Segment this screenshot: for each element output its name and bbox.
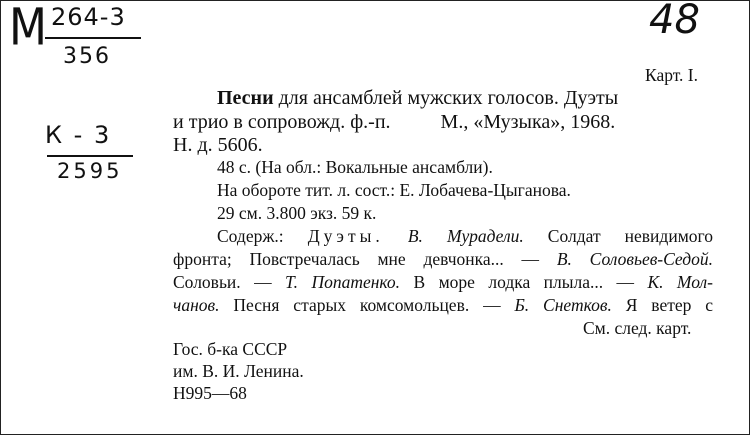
- contents-song-4: В море лодка плыла... —: [413, 272, 635, 292]
- contents-duets: Дуэты.: [307, 226, 384, 246]
- contents-song-3: Соловьи. —: [173, 272, 272, 292]
- handwritten-shelf-top: 264-3: [51, 3, 126, 31]
- handwritten-k-bottom: 2595: [57, 159, 123, 183]
- contents-line-3: [173, 272, 713, 292]
- composer-molchanov-part: К. Мол-: [647, 272, 714, 292]
- pages-line: 48 с. (На обл.: Вокальные ансамбли).: [217, 157, 493, 177]
- handwritten-k-top: К - 3: [45, 121, 112, 149]
- library-line-1: Гос. б-ка СССР: [173, 339, 288, 359]
- continued-note: См. след. карт.: [583, 318, 692, 338]
- handwritten-m-mark: M: [9, 0, 47, 58]
- publisher-number: Н. д. 5606.: [173, 134, 263, 156]
- composer-soloviev-sedoi: В. Соловьев-Седой.: [556, 249, 713, 269]
- contents-song-2: фронта; Повстречалась мне девчонка... —: [173, 249, 540, 269]
- contents-song-5: Песня старых комсомольцев. —: [233, 295, 501, 315]
- library-line-3: Н995—68: [173, 383, 247, 403]
- library-line-2: им. В. И. Ленина.: [173, 361, 304, 381]
- contents-line-2: [173, 249, 713, 269]
- composer-molchanov-end: чанов.: [173, 295, 220, 315]
- title-line-2b: М., «Музыка», 1968.: [440, 111, 616, 133]
- title-line-2a: и трио в сопровожд. ф.-п.: [173, 111, 391, 133]
- title-line-2: [173, 111, 615, 134]
- contents-label: Содерж.:: [217, 226, 284, 246]
- shelf-fraction-line: [45, 37, 141, 39]
- title-line: [217, 87, 618, 110]
- title-rest: для ансамблей мужских голосов. Дуэты: [278, 87, 619, 109]
- k-fraction-line: [47, 155, 133, 157]
- compiler-line: На обороте тит. л. сост.: Е. Лобачева-Цыганова.: [217, 180, 571, 200]
- card-number: Карт. I.: [645, 65, 699, 85]
- contents-song-1: Солдат невидимого: [547, 226, 714, 246]
- handwritten-shelf-bottom: 356: [63, 44, 111, 69]
- contents-line-4: [173, 295, 713, 315]
- composer-muradeli: В. Мурадели.: [407, 226, 524, 246]
- handwritten-sheet-number: 48: [649, 0, 700, 43]
- contents-song-6: Я ветер с: [625, 295, 714, 315]
- composer-snetkov: Б. Снетков.: [514, 295, 612, 315]
- contents-line-1: [217, 226, 713, 246]
- title-bold: Песни: [217, 87, 274, 109]
- composer-popatenko: Т. Попатенко.: [285, 272, 401, 292]
- size-line: 29 см. 3.800 экз. 59 к.: [217, 203, 377, 223]
